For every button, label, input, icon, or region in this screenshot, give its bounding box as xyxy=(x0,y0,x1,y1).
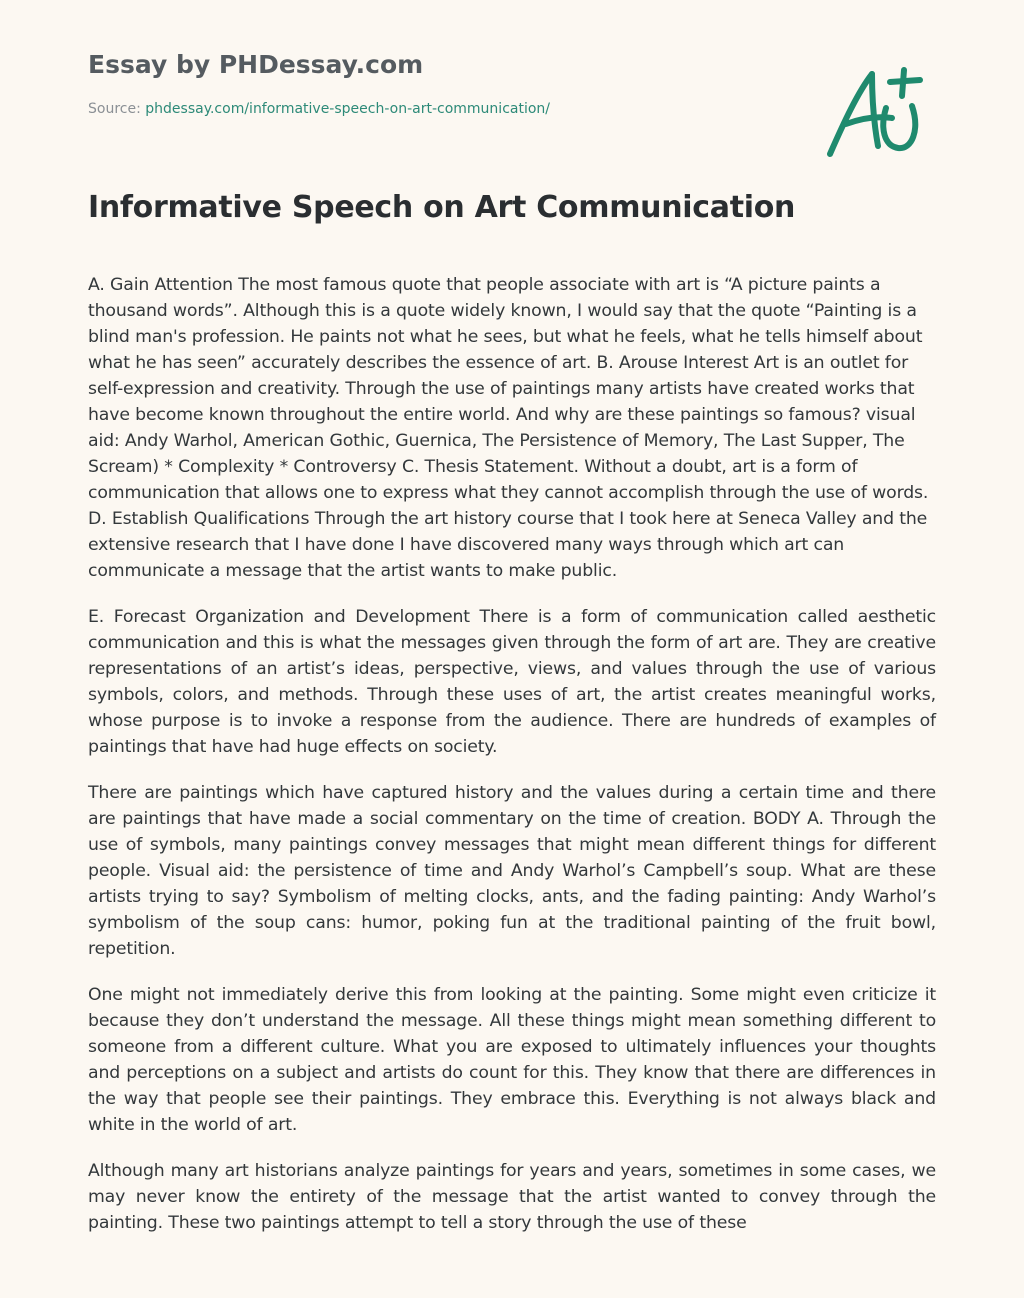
essay-title: Informative Speech on Art Communication xyxy=(88,190,796,225)
essay-paragraph: Although many art historians analyze paintings for years and years, sometimes in some cases, we may never know the entirety of the message that the artist wanted to convey through the painting. These two paintings attempt to tell a story through the use of these xyxy=(88,1161,936,1233)
a-plus-logo-icon xyxy=(818,62,930,164)
essay-body xyxy=(88,272,936,1256)
essay-paragraph: E. Forecast Organization and Development There is a form of communication called aesthetic communication and this is what the messages given through the form of art are. They are creative representations of an artist’s ideas, perspective, views, and values through the use of various symbols, colors, and methods. Through these uses of art, the artist creates meaningful works, whose purpose is to invoke a response from the audience. There are hundreds of examples of paintings that have had huge effects on society. xyxy=(88,607,936,757)
source-link[interactable]: phdessay.com/informative-speech-on-art-communication/ xyxy=(145,101,551,117)
source-line xyxy=(88,101,550,117)
source-label: Source: xyxy=(88,101,141,117)
essay-paragraph: There are paintings which have captured history and the values during a certain time and there are paintings that have made a social commentary on the time of creation. BODY A. Through the use of symbols, many paintings convey messages that might mean different things for different people. Visual aid: the persistence of time and Andy Warhol’s Campbell’s soup. What are these artists trying to say? Symbolism of melting clocks, ants, and the fading painting: Andy Warhol’s symbolism of the soup cans: humor, poking fun at the traditional painting of the fruit bowl, repetition. xyxy=(88,783,936,959)
essay-paragraph: One might not immediately derive this from looking at the painting. Some might even criticize it because they don’t understand the message. All these things might mean something different to someone from a different culture. What you are exposed to ultimately influences your thoughts and perceptions on a subject and artists do count for this. They know that there are differences in the way that people see their paintings. They embrace this. Everything is not always black and white in the world of art. xyxy=(88,985,936,1135)
essay-paragraph: A. Gain Attention The most famous quote that people associate with art is “A picture paints a thousand words”. Although this is a quote widely known, I would say that the quote “Painting is a blind man's profession. He paints not what he sees, but what he feels, what he tells himself about what he has seen” accurately describes the essence of art. B. Arouse Interest Art is an outlet for self-expression and creativity. Through the use of paintings many artists have created works that have become known throughout the entire world. And why are these paintings so famous? visual aid: Andy Warhol, American Gothic, Guernica, The Persistence of Memory, The Last Supper, The Scream) * Complexity * Controversy C. Thesis Statement. Without a doubt, art is a form of communication that allows one to express what they cannot accomplish through the use of words. D. Establish Qualifications Through the art history course that I took here at Seneca Valley and the extensive research that I have done I have discovered many ways through which art can communicate a message that the artist wants to make public. xyxy=(88,275,929,581)
site-brand: Essay by PHDessay.com xyxy=(88,50,424,79)
